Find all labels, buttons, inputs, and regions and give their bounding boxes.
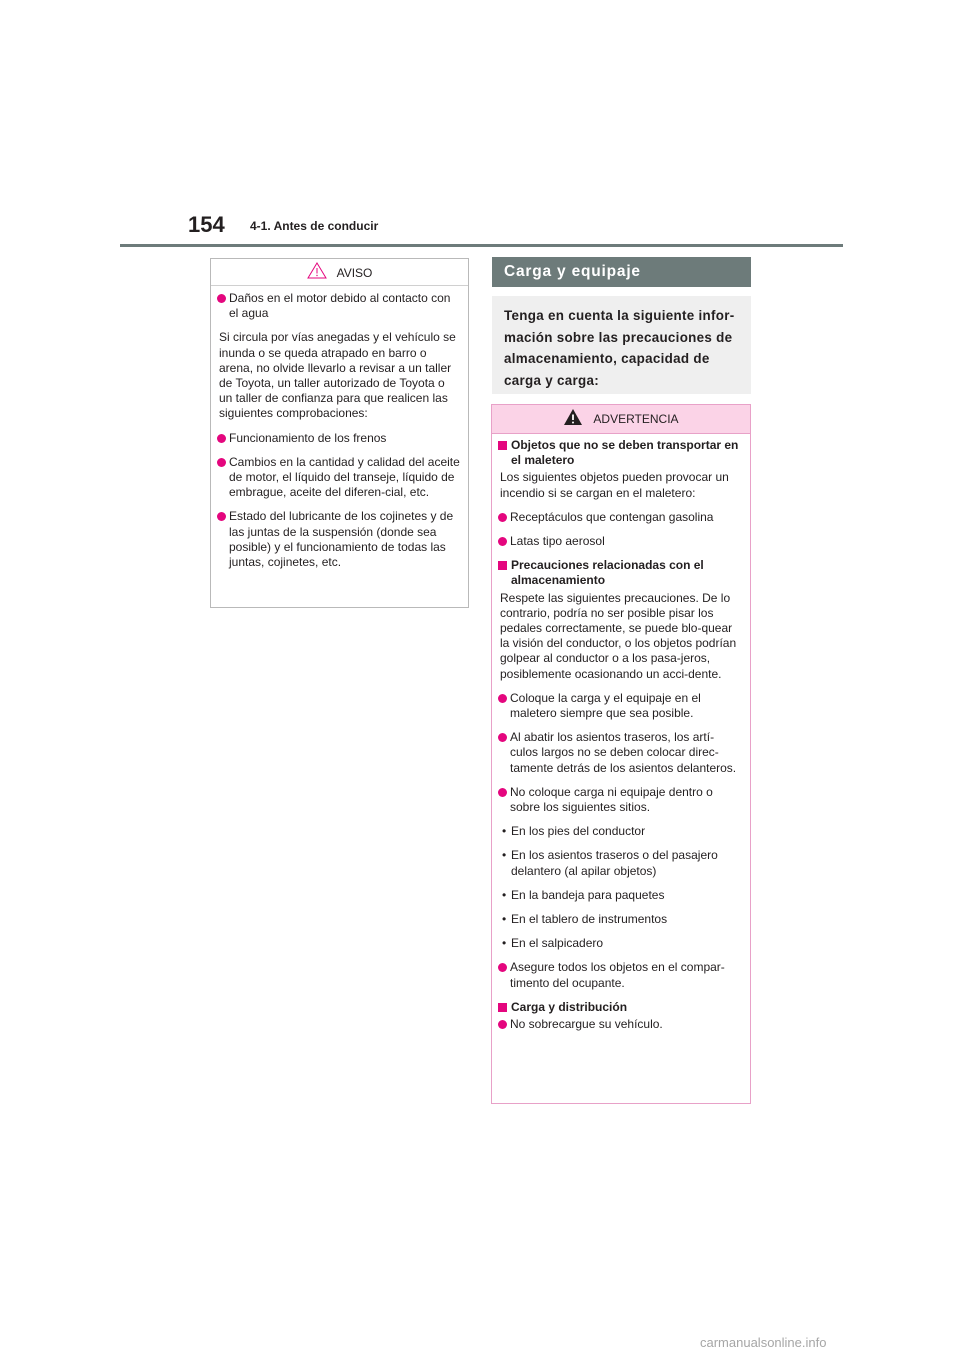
square-marker-icon [498, 561, 507, 570]
square-marker-icon [498, 1003, 507, 1012]
bullet-dot-icon [498, 513, 507, 522]
bullet-dot-icon [498, 694, 507, 703]
bullet-item: Coloque la carga y el equipaje en el maletero siempre que sea posible. [500, 691, 742, 721]
section-title-bar [492, 257, 751, 287]
bullet-dot-icon [498, 963, 507, 972]
bullet-dot-icon [217, 458, 226, 467]
warning-filled-icon [563, 408, 583, 431]
small-bullet-icon: • [502, 887, 507, 902]
small-bullet-icon: • [502, 936, 507, 951]
sub-bullet-item: • En los asientos traseros o del pasajero delantero (al apilar objetos) [502, 848, 718, 878]
bullet-dot-icon [498, 733, 507, 742]
aviso-title: AVISO [336, 266, 373, 280]
bullet-dot-icon [498, 1020, 507, 1029]
bullet-item: No sobrecargue su vehículo. [500, 1017, 742, 1032]
bullet-item: Funcionamiento de los frenos [219, 431, 460, 446]
subheading-item: Precauciones relacionadas con el almacenamiento [500, 558, 742, 588]
bullet-dot-icon [217, 434, 226, 443]
small-bullet-icon: • [502, 912, 507, 927]
aviso-title-row [211, 261, 468, 286]
chapter-heading: 4-1. Antes de conducir [250, 219, 379, 233]
subheading-item: Carga y distribución [500, 1000, 742, 1015]
bullet-dot-icon [498, 788, 507, 797]
footer-watermark: carmanualsonline.info [700, 1335, 827, 1350]
paragraph: Los siguientes objetos pueden provocar un incendio si se cargan en el maletero: [500, 470, 729, 500]
paragraph: Respete las siguientes precauciones. De lo contrario, podría no ser posible pisar los pedales correctamente, se puede blo-quear la visión del conductor, o los objetos podrían golpear al conductor o a los pasa-jeros, posiblemente ocasionando un acci-dente. [500, 590, 737, 681]
sub-bullet-item: • En el salpicadero [502, 936, 604, 951]
advertencia-title: ADVERTENCIA [593, 412, 679, 426]
bullet-item: Cambios en la cantidad y calidad del aceite de motor, el líquido del transeje, líquido de embrague, aceite del diferen-cial, etc. [219, 455, 460, 501]
bullet-dot-icon [217, 294, 226, 303]
bullet-item: Estado del lubricante de los cojinetes y de las juntas de la suspensión (donde sea posible) y el funcionamiento de todas las juntas, cojinetes, etc. [219, 509, 460, 570]
header-divider [120, 244, 843, 247]
advertencia-content [500, 438, 742, 1041]
small-bullet-icon: • [502, 824, 507, 839]
sub-bullet-item: • En los pies del conductor [502, 824, 646, 839]
sub-bullet-item: • En la bandeja para paquetes [502, 887, 665, 902]
page-number: 154 [188, 212, 225, 237]
bullet-item: Latas tipo aerosol [500, 534, 742, 549]
bullet-item: Asegure todos los objetos en el compar-timento del ocupante. [500, 960, 742, 990]
bullet-item: Al abatir los asientos traseros, los artí-culos largos no se deben colocar direc-tamente detrás de los asientos delanteros. [500, 730, 742, 776]
aviso-content [219, 291, 460, 579]
sub-bullet-item: • En el tablero de instrumentos [502, 912, 668, 927]
subheading-item: Objetos que no se deben transportar en el maletero [500, 438, 742, 468]
caution-outline-icon [307, 262, 327, 284]
bullet-item: No coloque carga ni equipaje dentro o sobre los siguientes sitios. [500, 785, 742, 815]
paragraph: Si circula por vías anegadas y el vehículo se inunda o se queda atrapado en barro o arena, no olvide llevarlo a revisar a un taller de Toyota, un taller autorizado de Toyota o un taller de confianza para que realicen las siguientes comprobaciones: [219, 330, 456, 421]
bullet-dot-icon [498, 537, 507, 546]
small-bullet-icon: • [502, 848, 507, 863]
bullet-item: Receptáculos que contengan gasolina [500, 510, 742, 525]
bullet-item: Daños en el motor debido al contacto con el agua [219, 291, 460, 321]
advertencia-title-row [492, 405, 750, 434]
section-intro: Tenga en cuenta la siguiente infor-mación sobre las precauciones de almacenamiento, capacidad de carga y carga: [492, 296, 751, 394]
section-title: Carga y equipaje [504, 263, 641, 280]
advertencia-warning-box [491, 404, 751, 1104]
aviso-notice-box [210, 258, 469, 608]
square-marker-icon [498, 441, 507, 450]
bullet-dot-icon [217, 512, 226, 521]
